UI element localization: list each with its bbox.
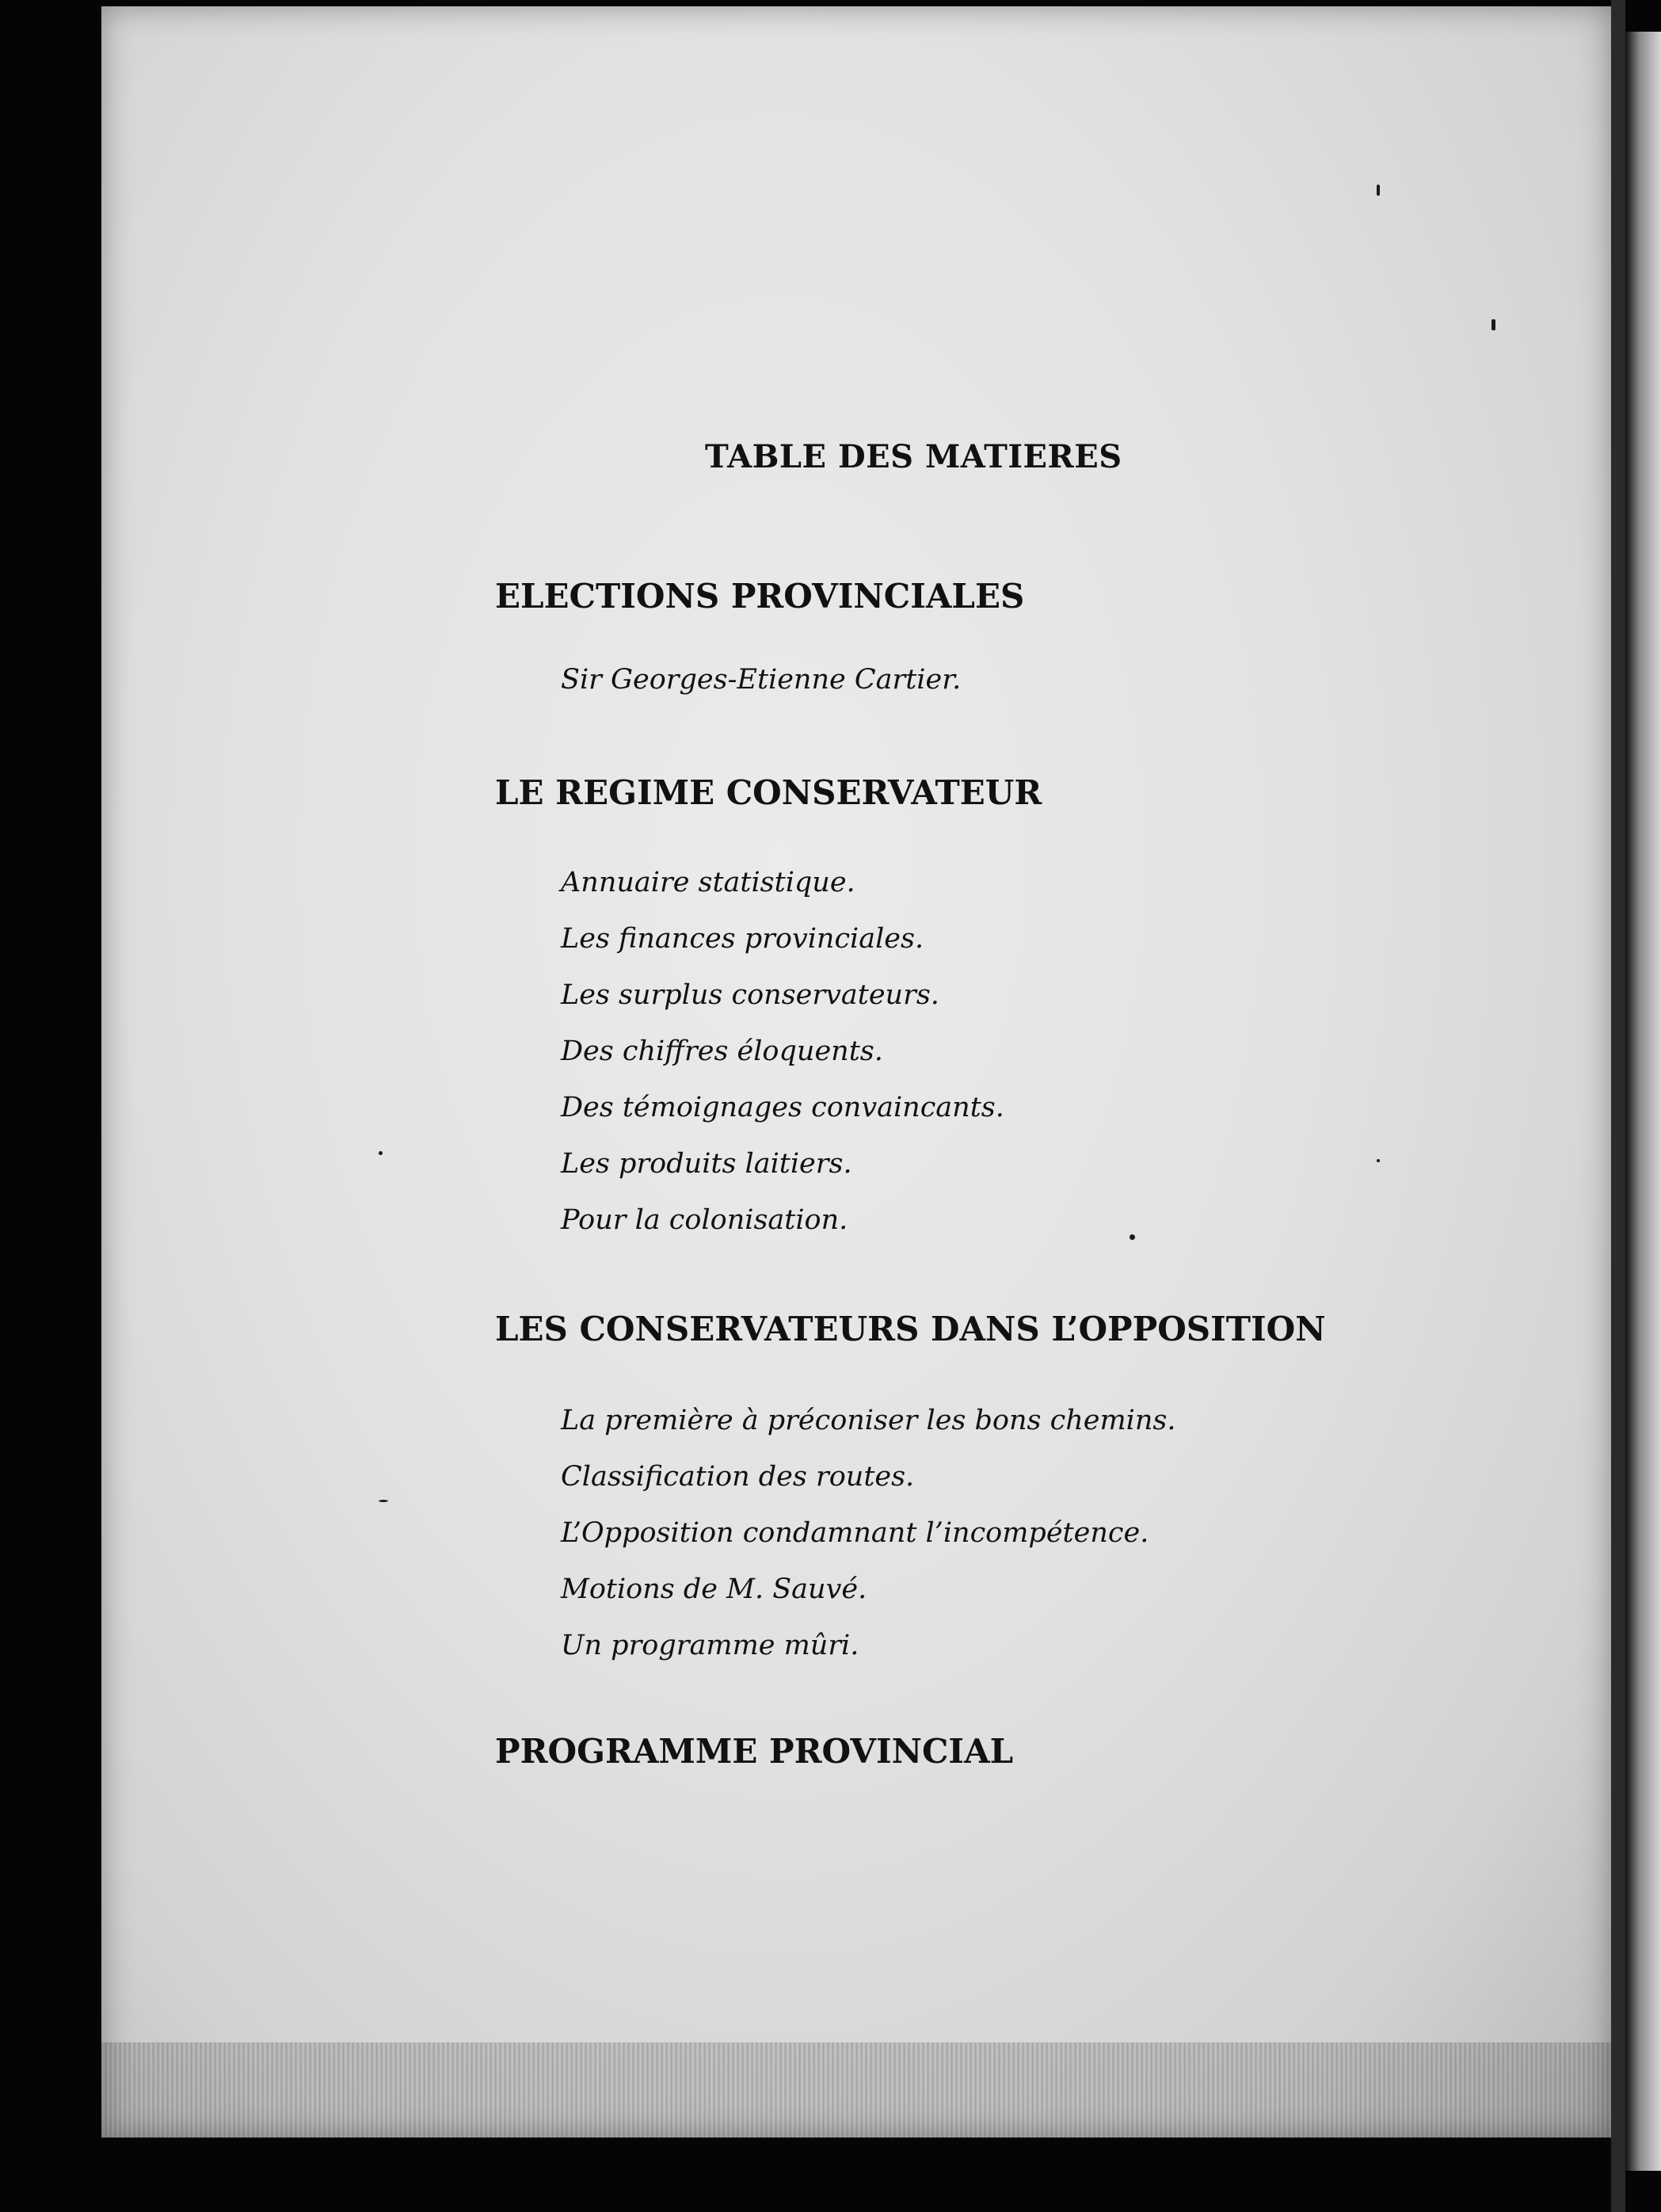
toc-entry: Des témoignages convaincants. [561, 1092, 1004, 1123]
page-title: TABLE DES MATIERES [705, 438, 1122, 475]
toc-section [495, 1732, 1604, 1771]
toc-entry: Un programme mûri. [561, 1630, 859, 1661]
page-edge-shadow [1611, 0, 1625, 2212]
section-items [495, 652, 1604, 708]
section-items [495, 1393, 1604, 1674]
toc-entry: L’Opposition condamnant l’incompétence. [561, 1517, 1149, 1549]
ink-speck [379, 1500, 388, 1502]
toc-entry: Les surplus conservateurs. [561, 979, 939, 1011]
ink-speck [1130, 1234, 1135, 1240]
toc-section [495, 577, 1604, 708]
ink-speck [1377, 185, 1380, 196]
toc-entry: La première à préconiser les bons chemins. [561, 1405, 1176, 1436]
toc-entry: Pour la colonisation. [561, 1204, 848, 1236]
section-items [495, 855, 1604, 1249]
toc-entry: Les finances provinciales. [561, 923, 924, 955]
ink-speck [1377, 1159, 1380, 1162]
toc-entry: Motions de M. Sauvé. [561, 1573, 867, 1605]
section-heading: LES CONSERVATEURS DANS L’OPPOSITION [495, 1310, 1326, 1348]
paper-sheet [101, 6, 1611, 2138]
toc-entry: Les produits laitiers. [561, 1148, 852, 1180]
section-heading: PROGRAMME PROVINCIAL [495, 1732, 1014, 1771]
ink-speck [1491, 319, 1495, 330]
adjacent-page-strip [1625, 32, 1661, 2171]
ink-speck [379, 1151, 383, 1155]
table-of-contents [101, 6, 1611, 2138]
toc-section [495, 773, 1604, 1249]
section-heading: ELECTIONS PROVINCIALES [495, 577, 1025, 616]
section-heading: LE REGIME CONSERVATEUR [495, 773, 1042, 812]
toc-entry: Annuaire statistique. [561, 867, 855, 898]
toc-entry: Sir Georges-Etienne Cartier. [561, 664, 962, 696]
toc-entry: Classification des routes. [561, 1461, 915, 1493]
toc-section [495, 1310, 1604, 1674]
toc-entry: Des chiffres éloquents. [561, 1035, 883, 1067]
